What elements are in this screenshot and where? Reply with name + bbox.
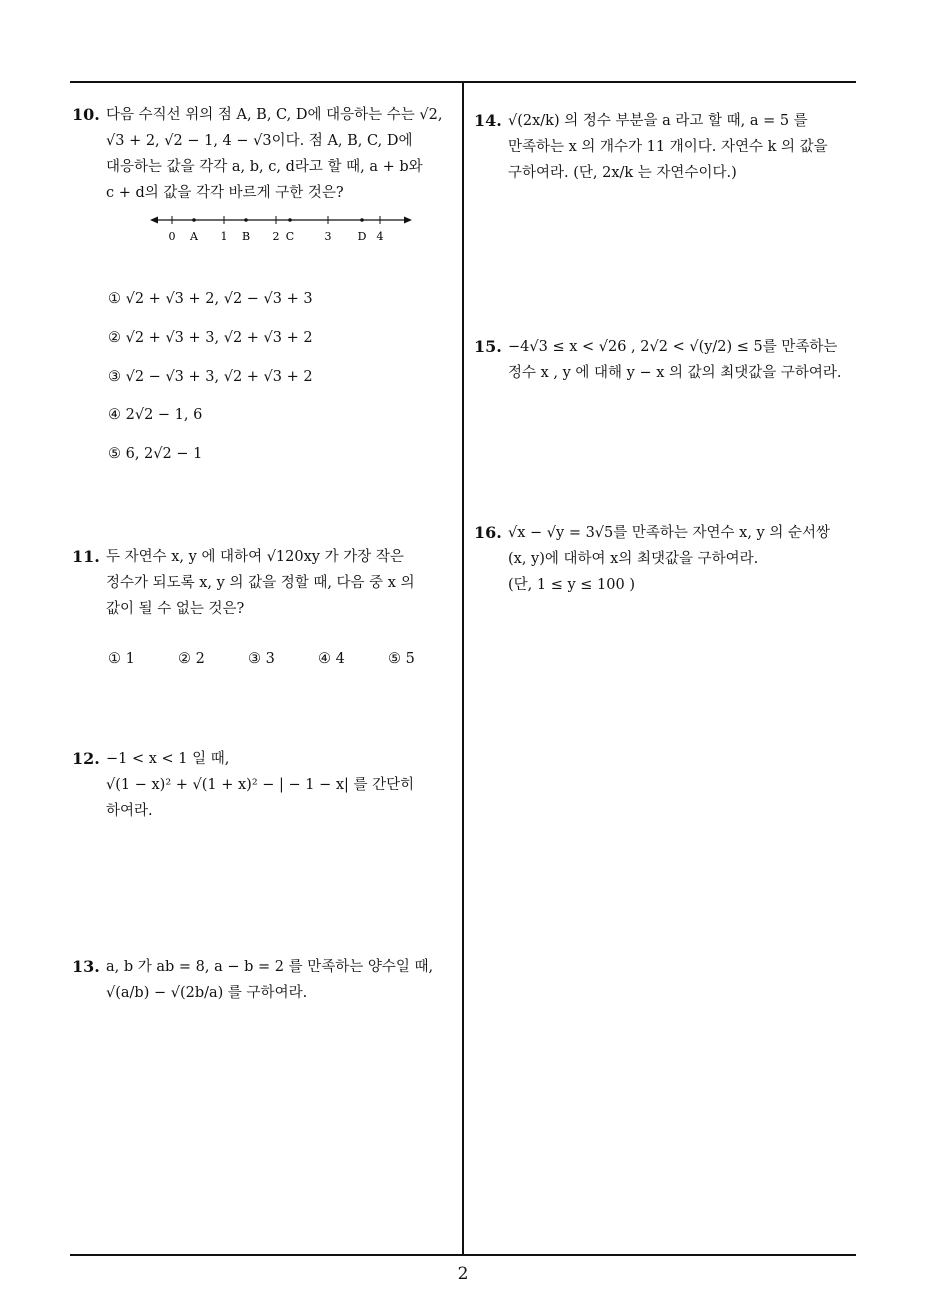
tick-label: A [190, 230, 198, 243]
point-d [360, 218, 364, 222]
tick-label: 4 [376, 230, 384, 243]
choice-5[interactable]: ⑤ 5 [388, 651, 415, 667]
problem-number: 14. [474, 111, 502, 130]
problem-text: √(2x/k) 의 정수 부분을 a 라고 할 때, a = 5 를 만족하는 x 의 개수가 11 개이다. 자연수 k 의 값을 구하여라. (단, 2x/k 는 자연수이다.) [508, 113, 828, 181]
problem-13 [72, 954, 458, 1024]
problem-text: √x − √y = 3√5를 만족하는 자연수 x, y 의 순서쌍 (x, y)에 대하여 x의 최댓값을 구하여라. (단, 1 ≤ y ≤ 100 ) [508, 525, 830, 593]
problem-text: 두 자연수 x, y 에 대하여 √120xy 가 가장 작은 정수가 되도록 x, y 의 값을 정할 때, 다음 중 x 의 값이 될 수 없는 것은? [106, 549, 415, 617]
problem-text: −1 < x < 1 일 때, √(1 − x)² + √(1 + x)² − | − 1 − x| 를 간단히 하여라. [106, 751, 415, 819]
problem-11 [72, 544, 458, 674]
choice-4[interactable]: ④ 4 [318, 651, 345, 667]
choice-3[interactable]: ③ √2 − √3 + 3, √2 + √3 + 2 [108, 369, 313, 385]
tick-label: 0 [168, 230, 176, 243]
problem-12 [72, 746, 458, 836]
point-b [244, 218, 248, 222]
problem-15 [474, 334, 854, 394]
problem-number: 13. [72, 957, 100, 976]
tick-label: 2 [272, 230, 280, 243]
problem-14 [474, 108, 854, 198]
problem-number: 16. [474, 523, 502, 542]
problem-number: 12. [72, 749, 100, 768]
choices-list [108, 646, 458, 672]
tick-label: C [285, 230, 295, 243]
problem-10 [72, 102, 458, 482]
choices-list [108, 286, 448, 486]
tick-label: D [357, 230, 367, 243]
problem-number: 15. [474, 337, 502, 356]
choice-5[interactable]: ⑤ 6, 2√2 − 1 [108, 446, 203, 462]
point-c [288, 218, 292, 222]
problem-text: 다음 수직선 위의 점 A, B, C, D에 대응하는 수는 √2, √3 + 2, √2 − 1, 4 − √3이다. 점 A, B, C, D에 대응하는 값을 각각 a, b, c, d라고 할 때, a + b와 c + d의 값을 각각 바르게 구한 것은? [106, 107, 443, 201]
point-a [192, 218, 196, 222]
column-divider [462, 82, 464, 1255]
bottom-rule [70, 1254, 856, 1256]
problem-16 [474, 520, 854, 610]
tick-label: 3 [324, 230, 332, 243]
choice-1[interactable]: ① √2 + √3 + 2, √2 − √3 + 3 [108, 291, 313, 307]
choice-3[interactable]: ③ 3 [248, 651, 275, 667]
problem-number: 10. [72, 105, 100, 124]
problem-number: 11. [72, 547, 100, 566]
number-line [150, 210, 420, 246]
choice-4[interactable]: ④ 2√2 − 1, 6 [108, 407, 203, 423]
page-number: 2 [457, 1264, 469, 1284]
tick-label: B [241, 230, 251, 243]
tick-label: 1 [220, 230, 228, 243]
problem-text: a, b 가 ab = 8, a − b = 2 를 만족하는 양수일 때, √(a/b) − √(2b/a) 를 구하여라. [106, 959, 434, 1001]
choice-1[interactable]: ① 1 [108, 651, 135, 667]
choice-2[interactable]: ② 2 [178, 651, 205, 667]
choice-2[interactable]: ② √2 + √3 + 3, √2 + √3 + 2 [108, 330, 313, 346]
problem-text: −4√3 ≤ x < √26 , 2√2 < √(y/2) ≤ 5를 만족하는 정수 x , y 에 대해 y − x 의 값의 최댓값을 구하여라. [508, 339, 842, 381]
